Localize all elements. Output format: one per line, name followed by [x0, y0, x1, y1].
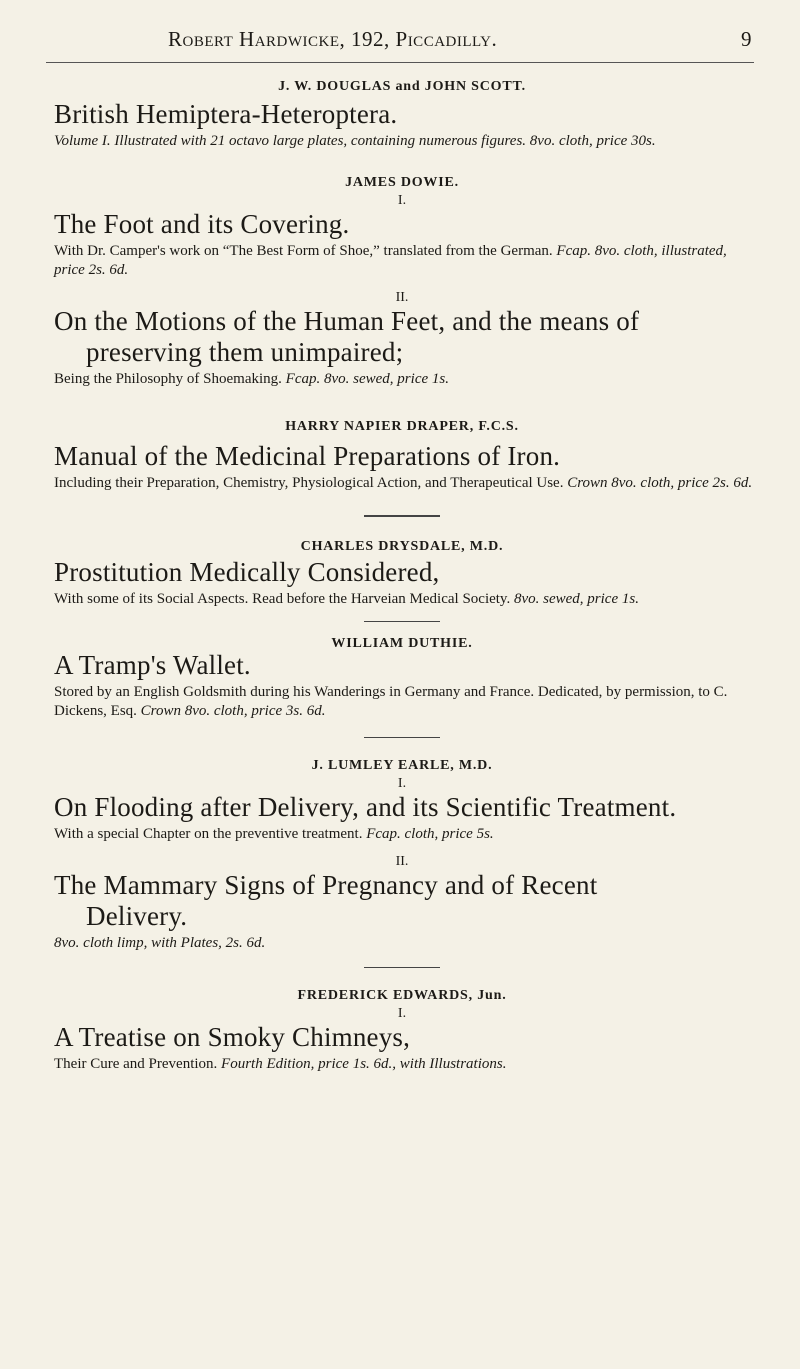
book-title: On Flooding after Delivery, and its Scientific Treatment. — [54, 792, 677, 822]
book-subtitle: With Dr. Camper's work on “The Best Form of Shoe,” translated from the German. — [54, 243, 553, 259]
book-title — [50, 306, 754, 368]
book-description — [50, 474, 754, 493]
running-head — [50, 0, 754, 51]
book-title: A Treatise on Smoky Chimneys, — [54, 1022, 411, 1052]
header-rule — [46, 62, 754, 63]
book-title-line: Delivery. — [86, 901, 188, 931]
entry-drysdale — [50, 539, 754, 609]
entry-separator — [364, 737, 440, 738]
book-description — [50, 132, 754, 151]
book-description — [50, 934, 754, 953]
book-imprint: Fcap. 8vo. sewed, price 1s. — [285, 371, 449, 387]
book-title: British Hemiptera-Heteroptera. — [54, 99, 398, 129]
book-subtitle: With some of its Social Aspects. Read before the Harveian Medical Society. — [54, 591, 511, 607]
author-name: J. W. DOUGLAS and JOHN SCOTT. — [278, 79, 526, 94]
entry-earle — [50, 758, 754, 953]
book-description — [50, 683, 754, 721]
book-subtitle: Their Cure and Prevention. — [54, 1056, 218, 1072]
book-title: Manual of the Medicinal Preparations of Iron. — [54, 441, 561, 471]
book-imprint: Volume I. Illustrated with 21 octavo large plates, containing numerous figures. 8vo. cloth, price 30s. — [54, 133, 656, 149]
page-number: 9 — [741, 27, 752, 51]
book-imprint: Fcap. cloth, price 5s. — [366, 826, 494, 842]
entry-separator — [364, 515, 440, 517]
book-title-line: preserving them unimpaired; — [86, 337, 404, 367]
work-numeral: I. — [397, 1006, 407, 1021]
entry-douglas-scott — [50, 79, 754, 151]
book-description — [50, 370, 754, 389]
book-description — [50, 242, 754, 280]
book-subtitle: Including their Preparation, Chemistry, Physiological Action, and Therapeutical Use. — [54, 475, 564, 491]
book-title — [50, 870, 754, 932]
book-imprint: Fourth Edition, price 1s. 6d., with Illustrations. — [221, 1056, 507, 1072]
book-subtitle: Stored by an English Goldsmith during his Wanderings in Germany and France. Dedicated, by permission, to C. Dickens, Esq. — [54, 684, 728, 719]
book-subtitle: Being the Philosophy of Shoemaking. — [54, 371, 282, 387]
book-description — [50, 1055, 754, 1074]
book-title-line: The Mammary Signs of Pregnancy and of Recent — [54, 870, 598, 900]
running-head-title: Robert Hardwicke, 192, Piccadilly. — [168, 27, 498, 51]
work-numeral: I. — [397, 193, 407, 208]
work-numeral: II. — [395, 290, 409, 305]
entry-draper — [50, 419, 754, 493]
book-description — [50, 825, 754, 844]
book-title: Prostitution Medically Considered, — [54, 557, 440, 587]
entry-separator — [364, 621, 440, 622]
work-numeral: I. — [397, 776, 407, 791]
author-name: FREDERICK EDWARDS, Jun. — [297, 988, 507, 1003]
author-name: WILLIAM DUTHIE. — [331, 636, 473, 651]
book-subtitle: With a special Chapter on the preventive treatment. — [54, 826, 363, 842]
book-imprint: Crown 8vo. cloth, price 2s. 6d. — [567, 475, 753, 491]
entry-separator — [364, 967, 440, 968]
book-title: A Tramp's Wallet. — [54, 650, 251, 680]
book-imprint: Crown 8vo. cloth, price 3s. 6d. — [140, 703, 326, 719]
author-name: HARRY NAPIER DRAPER, F.C.S. — [285, 419, 519, 434]
author-name: CHARLES DRYSDALE, M.D. — [300, 539, 504, 554]
book-description — [50, 590, 754, 609]
entry-duthie — [50, 636, 754, 721]
author-name: JAMES DOWIE. — [345, 175, 459, 190]
book-imprint: 8vo. cloth limp, with Plates, 2s. 6d. — [54, 935, 266, 951]
book-imprint: Fcap. 8vo. cloth, illustrated, price 2s. 6d. — [54, 243, 727, 278]
work-numeral: II. — [395, 854, 409, 869]
entry-edwards — [50, 988, 754, 1074]
book-title-line: On the Motions of the Human Feet, and the means of — [54, 306, 640, 336]
entry-dowie — [50, 175, 754, 389]
book-imprint: 8vo. sewed, price 1s. — [513, 591, 639, 607]
author-name: J. LUMLEY EARLE, M.D. — [311, 758, 493, 773]
book-title: The Foot and its Covering. — [54, 209, 350, 239]
